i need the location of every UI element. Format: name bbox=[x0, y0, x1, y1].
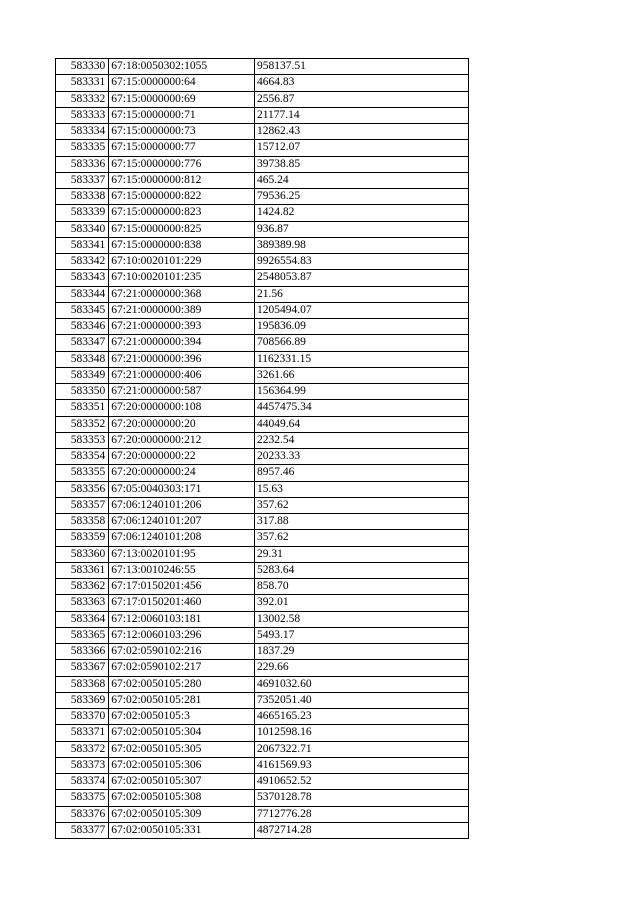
value-cell: 3261.66 bbox=[254, 367, 468, 383]
table-row bbox=[56, 335, 469, 351]
row-id-cell: 583357 bbox=[56, 497, 109, 513]
row-id-cell: 583334 bbox=[56, 124, 109, 140]
cadastral-number-cell: 67:15:0000000:73 bbox=[109, 124, 255, 140]
cadastral-number-cell: 67:15:0000000:823 bbox=[109, 205, 255, 221]
row-id-cell: 583350 bbox=[56, 384, 109, 400]
value-cell: 5493.17 bbox=[254, 627, 468, 643]
table-row bbox=[56, 172, 469, 188]
value-cell: 317.88 bbox=[254, 514, 468, 530]
row-id-cell: 583376 bbox=[56, 806, 109, 822]
row-id-cell: 583346 bbox=[56, 319, 109, 335]
table-row bbox=[56, 351, 469, 367]
cadastral-number-cell: 67:02:0590102:217 bbox=[109, 660, 255, 676]
row-id-cell: 583349 bbox=[56, 367, 109, 383]
table-row bbox=[56, 611, 469, 627]
table-row bbox=[56, 757, 469, 773]
cadastral-number-cell: 67:02:0050105:3 bbox=[109, 709, 255, 725]
cadastral-number-cell: 67:02:0050105:331 bbox=[109, 822, 255, 838]
row-id-cell: 583374 bbox=[56, 774, 109, 790]
cadastral-number-cell: 67:17:0150201:456 bbox=[109, 579, 255, 595]
row-id-cell: 583366 bbox=[56, 644, 109, 660]
value-cell: 1205494.07 bbox=[254, 302, 468, 318]
cadastral-number-cell: 67:20:0000000:108 bbox=[109, 400, 255, 416]
value-cell: 8957.46 bbox=[254, 465, 468, 481]
table-row bbox=[56, 514, 469, 530]
row-id-cell: 583358 bbox=[56, 514, 109, 530]
cadastral-number-cell: 67:13:0010246:55 bbox=[109, 562, 255, 578]
table-row bbox=[56, 59, 469, 75]
cadastral-number-cell: 67:12:0060103:181 bbox=[109, 611, 255, 627]
cadastral-number-cell: 67:02:0050105:305 bbox=[109, 741, 255, 757]
cadastral-number-cell: 67:15:0000000:77 bbox=[109, 140, 255, 156]
table-row bbox=[56, 595, 469, 611]
table-row bbox=[56, 367, 469, 383]
value-cell: 5283.64 bbox=[254, 562, 468, 578]
cadastral-number-cell: 67:02:0050105:304 bbox=[109, 725, 255, 741]
value-cell: 4665165.23 bbox=[254, 709, 468, 725]
cadastral-number-cell: 67:05:0040303:171 bbox=[109, 481, 255, 497]
table-row bbox=[56, 644, 469, 660]
value-cell: 4691032.60 bbox=[254, 676, 468, 692]
cadastral-number-cell: 67:06:1240101:206 bbox=[109, 497, 255, 513]
table-row bbox=[56, 627, 469, 643]
row-id-cell: 583359 bbox=[56, 530, 109, 546]
cadastral-number-cell: 67:15:0000000:812 bbox=[109, 172, 255, 188]
row-id-cell: 583361 bbox=[56, 562, 109, 578]
value-cell: 2067322.71 bbox=[254, 741, 468, 757]
row-id-cell: 583355 bbox=[56, 465, 109, 481]
table-row bbox=[56, 725, 469, 741]
row-id-cell: 583367 bbox=[56, 660, 109, 676]
table-row bbox=[56, 75, 469, 91]
row-id-cell: 583344 bbox=[56, 286, 109, 302]
table-row bbox=[56, 660, 469, 676]
value-cell: 13002.58 bbox=[254, 611, 468, 627]
value-cell: 1837.29 bbox=[254, 644, 468, 660]
cadastral-number-cell: 67:02:0050105:308 bbox=[109, 790, 255, 806]
table-row bbox=[56, 774, 469, 790]
value-cell: 389389.98 bbox=[254, 237, 468, 253]
table-row bbox=[56, 237, 469, 253]
row-id-cell: 583335 bbox=[56, 140, 109, 156]
row-id-cell: 583360 bbox=[56, 546, 109, 562]
cadastral-number-cell: 67:06:1240101:207 bbox=[109, 514, 255, 530]
value-cell: 4161569.93 bbox=[254, 757, 468, 773]
table-row bbox=[56, 449, 469, 465]
row-id-cell: 583369 bbox=[56, 692, 109, 708]
value-cell: 4664.83 bbox=[254, 75, 468, 91]
value-cell: 4910652.52 bbox=[254, 774, 468, 790]
value-cell: 20233.33 bbox=[254, 449, 468, 465]
table-row bbox=[56, 91, 469, 107]
row-id-cell: 583371 bbox=[56, 725, 109, 741]
value-cell: 156364.99 bbox=[254, 384, 468, 400]
table-row bbox=[56, 432, 469, 448]
table-row bbox=[56, 481, 469, 497]
cadastral-number-cell: 67:20:0000000:24 bbox=[109, 465, 255, 481]
value-cell: 9926554.83 bbox=[254, 254, 468, 270]
value-cell: 936.87 bbox=[254, 221, 468, 237]
row-id-cell: 583333 bbox=[56, 107, 109, 123]
table-row bbox=[56, 254, 469, 270]
row-id-cell: 583352 bbox=[56, 416, 109, 432]
value-cell: 708566.89 bbox=[254, 335, 468, 351]
table-row bbox=[56, 806, 469, 822]
cadastral-number-cell: 67:18:0050302:1055 bbox=[109, 59, 255, 75]
cadastral-number-cell: 67:21:0000000:406 bbox=[109, 367, 255, 383]
row-id-cell: 583336 bbox=[56, 156, 109, 172]
row-id-cell: 583356 bbox=[56, 481, 109, 497]
table-row bbox=[56, 465, 469, 481]
table-row bbox=[56, 286, 469, 302]
value-cell: 21.56 bbox=[254, 286, 468, 302]
row-id-cell: 583332 bbox=[56, 91, 109, 107]
cadastral-number-cell: 67:20:0000000:20 bbox=[109, 416, 255, 432]
cadastral-number-cell: 67:15:0000000:64 bbox=[109, 75, 255, 91]
cadastral-number-cell: 67:02:0050105:307 bbox=[109, 774, 255, 790]
cadastral-number-cell: 67:10:0020101:229 bbox=[109, 254, 255, 270]
value-cell: 858.70 bbox=[254, 579, 468, 595]
row-id-cell: 583362 bbox=[56, 579, 109, 595]
cadastral-number-cell: 67:20:0000000:212 bbox=[109, 432, 255, 448]
row-id-cell: 583354 bbox=[56, 449, 109, 465]
value-cell: 39738.85 bbox=[254, 156, 468, 172]
row-id-cell: 583353 bbox=[56, 432, 109, 448]
value-cell: 44049.64 bbox=[254, 416, 468, 432]
table-row bbox=[56, 416, 469, 432]
table-row bbox=[56, 400, 469, 416]
cadastral-number-cell: 67:15:0000000:776 bbox=[109, 156, 255, 172]
value-cell: 7352051.40 bbox=[254, 692, 468, 708]
value-cell: 2548053.87 bbox=[254, 270, 468, 286]
value-cell: 7712776.28 bbox=[254, 806, 468, 822]
value-cell: 5370128.78 bbox=[254, 790, 468, 806]
cadastral-number-cell: 67:20:0000000:22 bbox=[109, 449, 255, 465]
value-cell: 15.63 bbox=[254, 481, 468, 497]
cadastral-number-cell: 67:15:0000000:71 bbox=[109, 107, 255, 123]
value-cell: 195836.09 bbox=[254, 319, 468, 335]
cadastral-number-cell: 67:17:0150201:460 bbox=[109, 595, 255, 611]
data-table bbox=[55, 58, 469, 839]
value-cell: 229.66 bbox=[254, 660, 468, 676]
row-id-cell: 583377 bbox=[56, 822, 109, 838]
cadastral-number-cell: 67:13:0020101:95 bbox=[109, 546, 255, 562]
value-cell: 4457475.34 bbox=[254, 400, 468, 416]
table-row bbox=[56, 530, 469, 546]
row-id-cell: 583342 bbox=[56, 254, 109, 270]
cadastral-number-cell: 67:21:0000000:587 bbox=[109, 384, 255, 400]
table-row bbox=[56, 384, 469, 400]
table-row bbox=[56, 124, 469, 140]
row-id-cell: 583338 bbox=[56, 189, 109, 205]
row-id-cell: 583368 bbox=[56, 676, 109, 692]
table-row bbox=[56, 822, 469, 838]
table-row bbox=[56, 579, 469, 595]
cadastral-number-cell: 67:15:0000000:822 bbox=[109, 189, 255, 205]
cadastral-number-cell: 67:06:1240101:208 bbox=[109, 530, 255, 546]
cadastral-number-cell: 67:21:0000000:394 bbox=[109, 335, 255, 351]
row-id-cell: 583339 bbox=[56, 205, 109, 221]
cadastral-number-cell: 67:12:0060103:296 bbox=[109, 627, 255, 643]
table-row bbox=[56, 221, 469, 237]
row-id-cell: 583337 bbox=[56, 172, 109, 188]
cadastral-number-cell: 67:21:0000000:389 bbox=[109, 302, 255, 318]
cadastral-number-cell: 67:15:0000000:825 bbox=[109, 221, 255, 237]
row-id-cell: 583331 bbox=[56, 75, 109, 91]
cadastral-number-cell: 67:02:0050105:306 bbox=[109, 757, 255, 773]
cadastral-number-cell: 67:02:0050105:280 bbox=[109, 676, 255, 692]
row-id-cell: 583370 bbox=[56, 709, 109, 725]
value-cell: 29.31 bbox=[254, 546, 468, 562]
value-cell: 958137.51 bbox=[254, 59, 468, 75]
cadastral-number-cell: 67:10:0020101:235 bbox=[109, 270, 255, 286]
table-row bbox=[56, 107, 469, 123]
row-id-cell: 583348 bbox=[56, 351, 109, 367]
value-cell: 1012598.16 bbox=[254, 725, 468, 741]
value-cell: 357.62 bbox=[254, 497, 468, 513]
table-row bbox=[56, 156, 469, 172]
table-row bbox=[56, 302, 469, 318]
table-row bbox=[56, 319, 469, 335]
table-row bbox=[56, 676, 469, 692]
cadastral-number-cell: 67:15:0000000:69 bbox=[109, 91, 255, 107]
table-row bbox=[56, 205, 469, 221]
row-id-cell: 583365 bbox=[56, 627, 109, 643]
table-row bbox=[56, 790, 469, 806]
table-row bbox=[56, 741, 469, 757]
cadastral-number-cell: 67:02:0050105:281 bbox=[109, 692, 255, 708]
value-cell: 12862.43 bbox=[254, 124, 468, 140]
row-id-cell: 583372 bbox=[56, 741, 109, 757]
value-cell: 79536.25 bbox=[254, 189, 468, 205]
cadastral-number-cell: 67:15:0000000:838 bbox=[109, 237, 255, 253]
value-cell: 2232.54 bbox=[254, 432, 468, 448]
value-cell: 2556.87 bbox=[254, 91, 468, 107]
row-id-cell: 583363 bbox=[56, 595, 109, 611]
table-row bbox=[56, 692, 469, 708]
table-row bbox=[56, 497, 469, 513]
row-id-cell: 583364 bbox=[56, 611, 109, 627]
row-id-cell: 583345 bbox=[56, 302, 109, 318]
cadastral-number-cell: 67:02:0590102:216 bbox=[109, 644, 255, 660]
table-row bbox=[56, 562, 469, 578]
table-body bbox=[56, 59, 469, 839]
table-row bbox=[56, 140, 469, 156]
cadastral-number-cell: 67:02:0050105:309 bbox=[109, 806, 255, 822]
value-cell: 465.24 bbox=[254, 172, 468, 188]
value-cell: 15712.07 bbox=[254, 140, 468, 156]
cadastral-number-cell: 67:21:0000000:368 bbox=[109, 286, 255, 302]
cadastral-number-cell: 67:21:0000000:393 bbox=[109, 319, 255, 335]
value-cell: 4872714.28 bbox=[254, 822, 468, 838]
value-cell: 1162331.15 bbox=[254, 351, 468, 367]
table-row bbox=[56, 189, 469, 205]
value-cell: 392.01 bbox=[254, 595, 468, 611]
table-row bbox=[56, 546, 469, 562]
row-id-cell: 583375 bbox=[56, 790, 109, 806]
row-id-cell: 583347 bbox=[56, 335, 109, 351]
row-id-cell: 583341 bbox=[56, 237, 109, 253]
table-row bbox=[56, 709, 469, 725]
row-id-cell: 583373 bbox=[56, 757, 109, 773]
row-id-cell: 583351 bbox=[56, 400, 109, 416]
value-cell: 21177.14 bbox=[254, 107, 468, 123]
row-id-cell: 583330 bbox=[56, 59, 109, 75]
cadastral-number-cell: 67:21:0000000:396 bbox=[109, 351, 255, 367]
value-cell: 1424.82 bbox=[254, 205, 468, 221]
value-cell: 357.62 bbox=[254, 530, 468, 546]
row-id-cell: 583343 bbox=[56, 270, 109, 286]
table-row bbox=[56, 270, 469, 286]
row-id-cell: 583340 bbox=[56, 221, 109, 237]
